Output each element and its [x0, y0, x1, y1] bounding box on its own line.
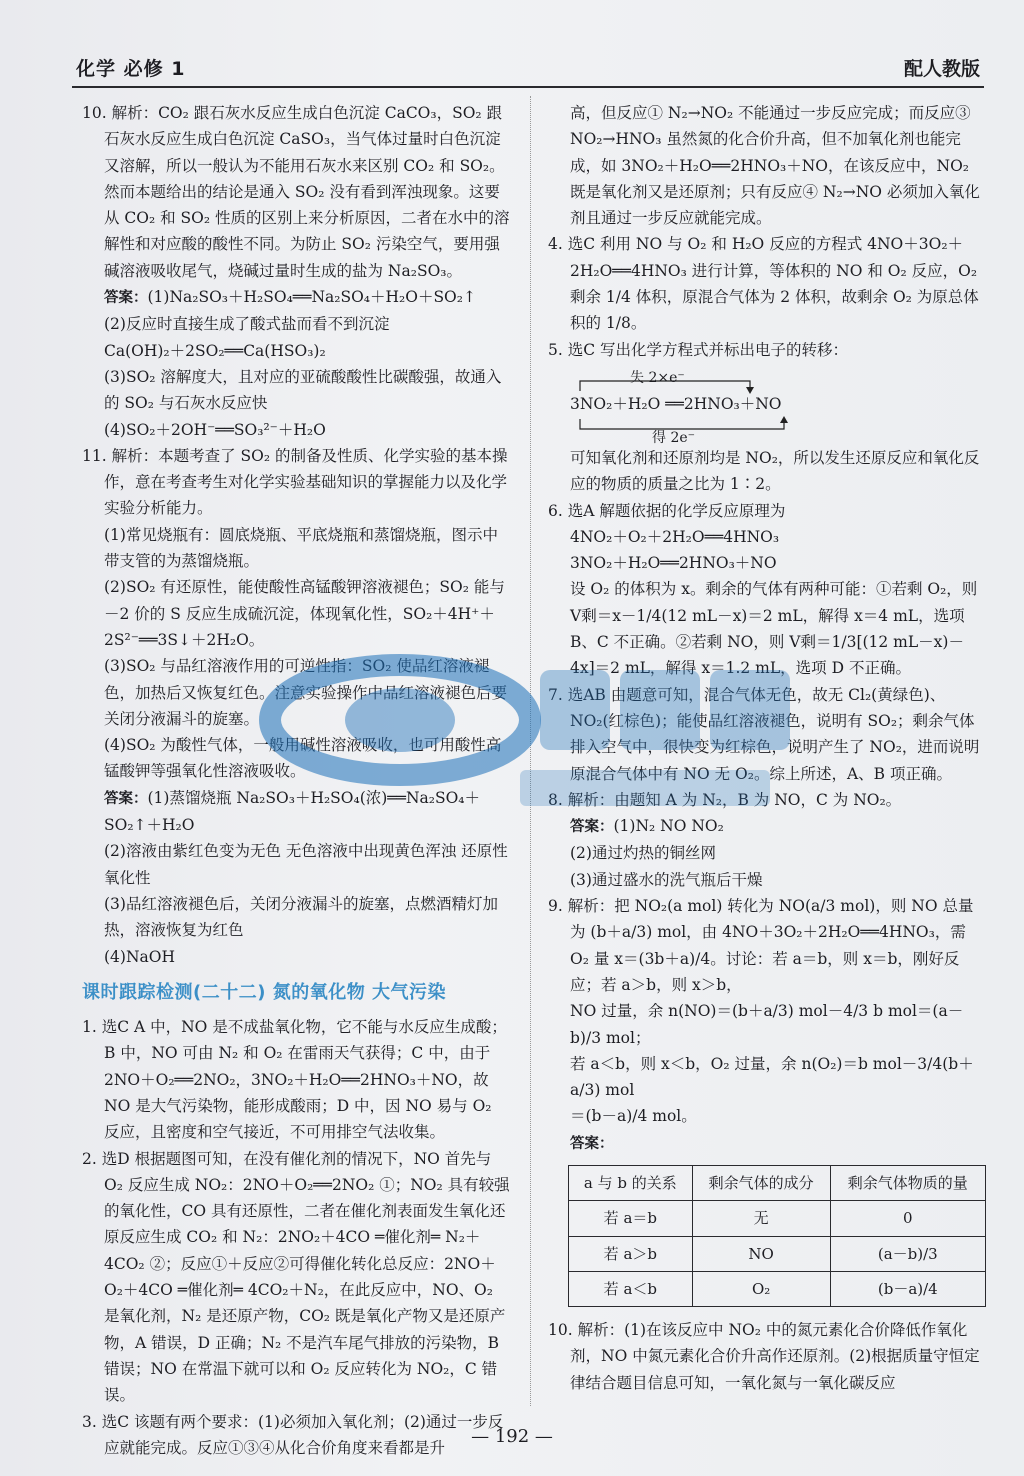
q10-answer-4: (3)SO₂ 溶解度大，且对应的亚硫酸酸性比碳酸强，故通入的 SO₂ 与石灰水反应快	[104, 367, 502, 413]
q11-answer-3: (3)品红溶液褪色后，关闭分液漏斗的旋塞，点燃酒精灯加热，溶液恢复为红色	[104, 894, 498, 940]
answer-label: 答案：	[104, 290, 148, 307]
item-3-continued: 高，但反应① N₂→NO₂ 不能通过一步反应完成；而反应③ NO₂→HNO₃ 虽然氮的化合价升高，但不加氧化剂也能完成，如 3NO₂＋H₂O══2HNO₃＋NO，在该反应中，NO₂ 既是氧化剂又是还原剂；只有反应④ N₂→NO 必须加入氧化剂且通过一步反应就能完成。	[570, 104, 980, 228]
item-1: 1. 选C A 中，NO 是不成盐氧化物，它不能与水反应生成酸；B 中，NO 可由 N₂ 和 O₂ 在雷雨天气获得；C 中，由于 2NO＋O₂══2NO₂，3NO₂＋H₂O══2HNO₃＋NO，故 NO 是大气污染物，能形成酸雨；D 中，因 NO 易与 O₂ 反应，且密度和空气接近，不可用排空气法收集。	[82, 1018, 507, 1142]
lose-electrons-label: 失 2×e⁻	[630, 369, 685, 386]
q10-answer-2: (2)反应时直接生成了酸式盐而看不到沉淀	[104, 315, 390, 334]
q10-answers	[82, 284, 510, 311]
column-divider	[530, 96, 531, 1406]
q10-answer-1: (1)Na₂SO₃＋H₂SO₄══Na₂SO₄＋H₂O＋SO₂↑	[147, 288, 476, 307]
table-cell: (b－a)/4	[830, 1271, 985, 1306]
page-header	[72, 50, 984, 88]
item-8-answers	[548, 813, 985, 840]
table-header-row	[569, 1165, 986, 1200]
item-6: 6. 选A 解题依据的化学反应原理为	[548, 501, 786, 520]
page-number: — 192 —	[471, 1426, 553, 1447]
item-10: 10. 解析：(1)在该反应中 NO₂ 中的氮元素化合价降低作氧化剂，NO 中氮元素化合价升高作还原剂。(2)根据质量守恒定律结合题目信息可知，一氧化氮与一氧化碳反应	[548, 1321, 980, 1392]
item-7: 7. 选AB 由题意可知，混合气体无色，故无 Cl₂(黄绿色)、NO₂(红棕色)；能使品红溶液褪色，说明有 SO₂；剩余气体排入空气中，很快变为红棕色，说明产生了 NO₂，进而说明原混合气体中有 NO 无 O₂。综上所述，A、B 项正确。	[548, 685, 980, 783]
right-column	[548, 100, 985, 1396]
item-6-eq-1: 4NO₂＋O₂＋2H₂O══4HNO₃	[570, 527, 780, 546]
item-9: 9. 解析：把 NO₂(a mol) 转化为 NO(a/3 mol)，则 NO 总量为 (b＋a/3) mol，由 4NO＋3O₂＋2H₂O══4HNO₃，需 O₂ 量 x＝(3b＋a)/4。讨论：若 a＝b，则 x＝b，刚好反应；若 a＞b，则 x＞b，	[548, 897, 974, 994]
table-cell: 若 a＞b	[569, 1236, 693, 1271]
item-6-eq-2: 3NO₂＋H₂O══2HNO₃＋NO	[570, 554, 777, 573]
item-5: 5. 选C 写出化学方程式并标出电子的转移：	[548, 340, 849, 359]
q11-point-4: (4)SO₂ 为酸性气体，一般用碱性溶液吸收，也可用酸性高锰酸钾等强氧化性溶液吸收。	[104, 736, 502, 781]
table-header: a 与 b 的关系	[569, 1165, 693, 1200]
table-cell: (a－b)/3	[830, 1236, 985, 1271]
item-9-line-2: NO 过量，余 n(NO)＝(b＋a/3) mol－4/3 b mol＝(a－b)/3 mol；	[570, 1002, 964, 1047]
answer-table	[568, 1165, 986, 1307]
q11-answer-1: (1)蒸馏烧瓶 Na₂SO₃＋H₂SO₄(浓)══Na₂SO₄＋SO₂↑＋H₂O	[104, 788, 481, 835]
redox-equation: 3NO₂＋H₂O ══2HNO₃＋NO	[570, 394, 782, 413]
q10-answer-5: (4)SO₂＋2OH⁻══SO₃²⁻＋H₂O	[104, 420, 326, 439]
item-9-answer-label	[548, 1130, 985, 1157]
q10-analysis: 10. 解析：CO₂ 跟石灰水反应生成白色沉淀 CaCO₃，SO₂ 跟石灰水反应生成白色沉淀 CaSO₃，当气体过量时白色沉淀又溶解，所以一般认为不能用石灰水来区别 CO₂ 和 SO₂。然而本题给出的结论是通入 SO₂ 没有看到浑浊现象。这要从 CO₂ 和 SO₂ 性质的区别上来分析原因，二者在水中的溶解性和对应酸的酸性不同。为防止 SO₂ 污染空气，要用强碱溶液吸收尾气，烧碱过量时生成的盐为 Na₂SO₃。	[82, 104, 510, 280]
table-cell: 若 a＜b	[569, 1271, 693, 1306]
book-title: 化学 必修 1	[76, 58, 186, 80]
item-8: 8. 解析：由题知 A 为 N₂，B 为 NO，C 为 NO₂。	[548, 790, 902, 809]
q11-answer-2: (2)溶液由紫红色变为无色 无色溶液中出现黄色浑浊 还原性 氧化性	[104, 842, 508, 887]
q11-answers	[82, 785, 510, 839]
item-9-line-4: ＝(b－a)/4 mol。	[570, 1107, 697, 1126]
table-row	[569, 1271, 986, 1306]
item-6-calc: 设 O₂ 的体积为 x。剩余的气体有两种可能：①若剩 O₂，则 V剩＝x－1/4(12 mL－x)＝2 mL，解得 x＝4 mL，选项 B、C 不正确。②若剩 NO，则 V剩＝1/3[(12 mL－x)－4x]＝2 mL，解得 x＝1.2 mL，选项 D 不正确。	[570, 580, 978, 678]
table-cell: 无	[692, 1201, 830, 1236]
answer-label: 答案：	[570, 819, 614, 836]
item-8-answer-2: (2)通过灼热的铜丝网	[570, 844, 716, 863]
answer-label: 答案：	[104, 790, 148, 807]
gain-electrons-label: 得 2e⁻	[652, 429, 696, 446]
edition-label: 配人教版	[903, 58, 980, 80]
q11-point-2: (2)SO₂ 有还原性，能使酸性高锰酸钾溶液褪色；SO₂ 能与－2 价的 S 反应生成硫沉淀，体现氧化性，SO₂＋4H⁺＋2S²⁻══3S↓＋2H₂O。	[104, 578, 505, 649]
table-row	[569, 1236, 986, 1271]
q10-answer-3: Ca(OH)₂＋2SO₂══Ca(HSO₃)₂	[104, 341, 326, 360]
item-3: 3. 选C 该题有两个要求：(1)必须加入氧化剂；(2)通过一步反应就能完成。反应①③④从化合价角度来看都是升	[82, 1412, 504, 1457]
table-cell: 若 a＝b	[569, 1201, 693, 1236]
left-column	[82, 100, 510, 1461]
table-row	[569, 1201, 986, 1236]
item-9-line-3: 若 a＜b，则 x＜b，O₂ 过量，余 n(O₂)＝b mol－3/4(b＋a/3) mol	[570, 1054, 974, 1100]
answer-label: 答案：	[570, 1135, 614, 1152]
item-2: 2. 选D 根据题图可知，在没有催化剂的情况下，NO 首先与 O₂ 反应生成 NO₂：2NO＋O₂══2NO₂ ①；NO₂ 具有较强的氧化性，CO 具有还原性，二者在催化剂表面发生氧化还原反应生成 CO₂ 和 N₂：2NO₂＋4CO ═催化剂═ N₂＋4CO₂ ②；反应①＋反应②可得催化转化总反应：2NO＋O₂＋4CO ═催化剂═ 4CO₂＋N₂，在此反应中，NO、O₂ 是氧化剂，N₂ 是还原产物，CO₂ 既是氧化产物又是还原产物，A 错误，D 正确；N₂ 不是汽车尾气排放的污染物，B 错误；NO 在常温下就可以和 O₂ 反应转化为 NO₂，C 错误。	[82, 1149, 510, 1405]
item-5-conclusion: 可知氧化剂和还原剂均是 NO₂，所以发生还原反应和氧化反应的物质的质量之比为 1∶2。	[570, 448, 980, 494]
section-title: 课时跟踪检测(二十二) 氮的氧化物 大气污染	[82, 981, 446, 1003]
item-4: 4. 选C 利用 NO 与 O₂ 和 H₂O 反应的方程式 4NO＋3O₂＋2H₂O══4HNO₃ 进行计算，等体积的 NO 和 O₂ 反应，O₂ 剩余 1/4 体积，原混合气体为 2 体积，故剩余 O₂ 为原总体积的 1/8。	[548, 235, 979, 333]
electron-transfer-diagram	[570, 365, 985, 445]
item-8-answer-1: (1)N₂ NO NO₂	[613, 817, 724, 836]
table-cell: 0	[830, 1201, 985, 1236]
item-8-answer-3: (3)通过盛水的洗气瓶后干燥	[570, 870, 763, 889]
table-header: 剩余气体的成分	[692, 1165, 830, 1200]
table-cell: NO	[692, 1236, 830, 1271]
table-header: 剩余气体物质的量	[830, 1165, 985, 1200]
q11-analysis: 11. 解析：本题考查了 SO₂ 的制备及性质、化学实验的基本操作，意在考查考生对化学实验基础知识的掌握能力以及化学实验分析能力。	[82, 446, 508, 518]
q11-point-3: (3)SO₂ 与品红溶液作用的可逆性指：SO₂ 使品红溶液褪色，加热后又恢复红色。注意实验操作中品红溶液褪色后要关闭分液漏斗的旋塞。	[104, 657, 508, 728]
table-cell: O₂	[692, 1271, 830, 1306]
q11-answer-4: (4)NaOH	[104, 947, 175, 966]
q11-point-1: (1)常见烧瓶有：圆底烧瓶、平底烧瓶和蒸馏烧瓶，图示中带支管的为蒸馏烧瓶。	[104, 525, 498, 571]
